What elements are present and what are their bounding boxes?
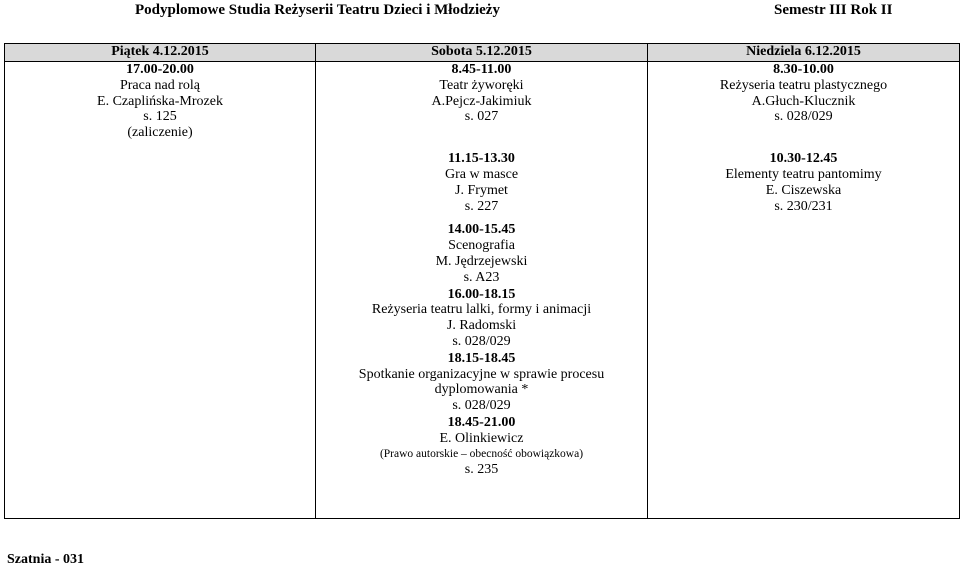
session-room: s. 235 xyxy=(464,462,499,478)
session-title: Teatr żyworęki xyxy=(439,77,524,93)
session-title: Gra w masce xyxy=(444,166,519,182)
session-saturday-6 xyxy=(316,415,647,478)
footer-room-label: Szatnia - 031 xyxy=(7,552,84,567)
session-time: 8.45-11.00 xyxy=(451,62,512,77)
session-saturday-2 xyxy=(316,151,647,214)
session-saturday-3 xyxy=(316,222,647,285)
schedule-table xyxy=(4,43,960,519)
session-teacher: E. Olinkiewicz xyxy=(439,430,524,446)
session-title: Reżyseria teatru lalki, formy i animacji xyxy=(371,302,592,318)
session-title-cont: dyplomowania * xyxy=(434,382,529,398)
day-cell-friday xyxy=(5,62,316,519)
session-teacher: E. Ciszewska xyxy=(765,182,842,198)
session-friday-1 xyxy=(5,62,315,141)
session-time: 11.15-13.30 xyxy=(448,151,515,167)
session-teacher: J. Frymet xyxy=(455,182,508,198)
day-cell-sunday xyxy=(648,62,960,519)
session-title: Elementy teatru pantomimy xyxy=(725,166,882,182)
semester-label: Semestr III Rok II xyxy=(774,2,893,18)
session-teacher: J. Radomski xyxy=(446,318,517,334)
session-teacher: A.Pejcz-Jakimiuk xyxy=(431,93,532,109)
page-title: Podyplomowe Studia Reżyserii Teatru Dzieci i Młodzieży xyxy=(135,2,500,18)
session-saturday-4 xyxy=(316,287,647,350)
session-saturday-1 xyxy=(316,62,647,125)
session-room: s. 028/029 xyxy=(774,109,833,125)
session-time: 8.30-10.00 xyxy=(773,62,834,77)
session-room: s. 125 xyxy=(143,109,177,125)
session-sunday-2 xyxy=(648,151,959,214)
session-teacher: M. Jędrzejewski xyxy=(435,253,528,269)
session-note: (zaliczenie) xyxy=(127,125,193,141)
session-sunday-1 xyxy=(648,62,959,125)
session-room: s. 227 xyxy=(464,198,499,214)
session-time: 18.15-18.45 xyxy=(447,350,516,366)
session-title: Reżyseria teatru plastycznego xyxy=(719,77,888,93)
session-time: 16.00-18.15 xyxy=(447,286,516,302)
session-time: 18.45-21.00 xyxy=(447,414,516,430)
session-time: 17.00-20.00 xyxy=(126,62,194,77)
session-room: s. 027 xyxy=(464,109,499,125)
day-header-sunday: Niedziela 6.12.2015 xyxy=(648,44,960,62)
day-header-row xyxy=(5,44,960,62)
session-room: s. 028/029 xyxy=(452,333,511,349)
day-cell-saturday xyxy=(316,62,648,519)
session-title: Scenografia xyxy=(448,238,515,254)
day-header-friday: Piątek 4.12.2015 xyxy=(5,44,316,62)
day-content-row xyxy=(5,62,960,519)
session-room: s. 028/029 xyxy=(452,398,511,414)
session-saturday-5 xyxy=(316,351,647,414)
session-time: 10.30-12.45 xyxy=(769,151,838,167)
session-time: 14.00-15.45 xyxy=(447,222,516,238)
session-title: Spotkanie organizacyjne w sprawie procesu xyxy=(358,366,605,382)
session-teacher: E. Czaplińska-Mrozek xyxy=(97,93,223,109)
day-header-saturday: Sobota 5.12.2015 xyxy=(316,44,648,62)
session-teacher: A.Głuch-Klucznik xyxy=(751,93,856,109)
session-title: Praca nad rolą xyxy=(119,77,201,93)
session-title: (Prawo autorskie – obecność obowiązkowa) xyxy=(379,447,584,460)
session-room: s. A23 xyxy=(463,269,500,285)
session-room: s. 230/231 xyxy=(774,198,833,214)
